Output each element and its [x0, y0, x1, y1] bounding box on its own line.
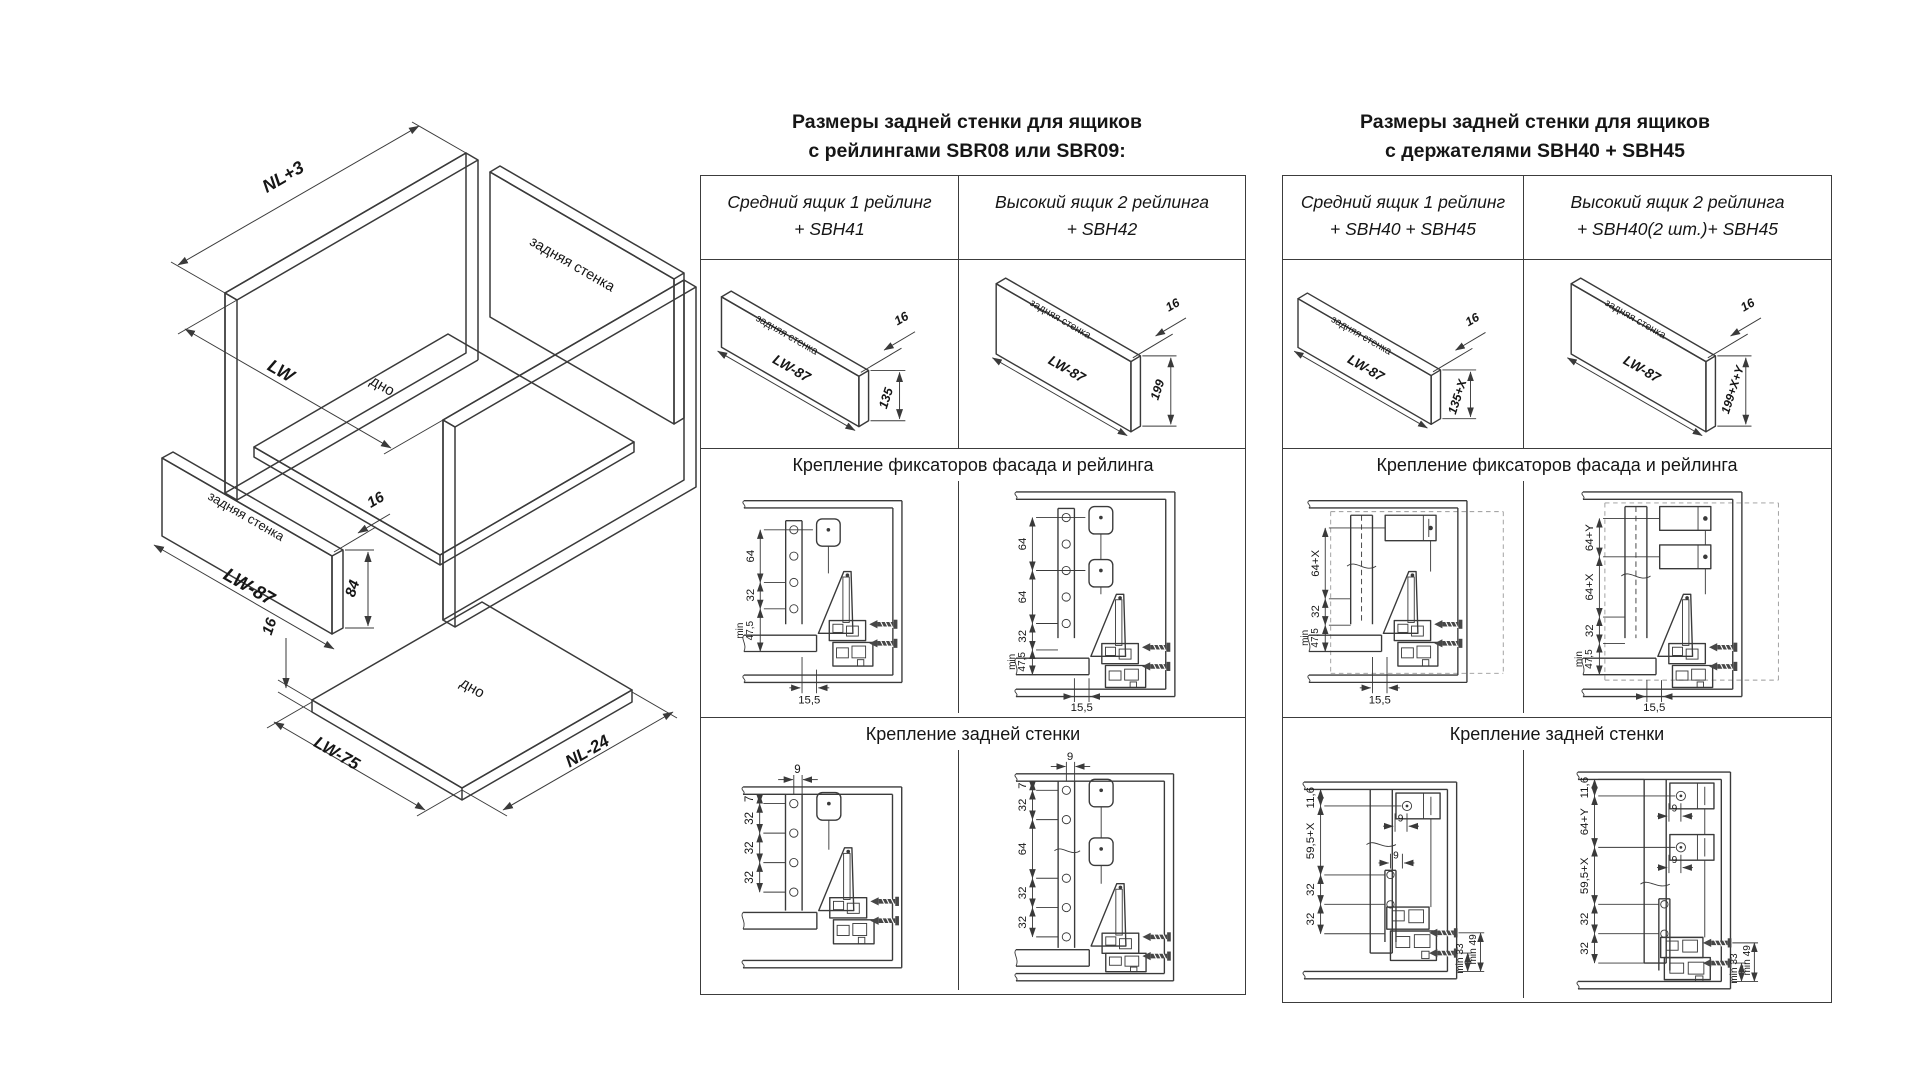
rail-table-title: [688, 108, 1246, 166]
rail-fix-cell-2: [958, 481, 1245, 713]
bottom-panel-iso: [259, 602, 677, 816]
rail-back-title: Крепление задней стенки: [865, 724, 1081, 744]
panel-width-label: LW-87: [219, 564, 278, 611]
slab-thickness-label: 16: [891, 309, 911, 329]
holder-back-cell-2: [1523, 750, 1831, 998]
back-fix-diagram-2: [1005, 750, 1199, 990]
slab-height-label: 199+X+Y: [1718, 364, 1747, 416]
dim-label: 32: [1304, 883, 1317, 897]
back-wall-slab-135: [706, 264, 954, 444]
rail-fix-cell-1: [701, 481, 958, 713]
rail-panel-cell-2: [958, 260, 1245, 448]
back-profile: [1054, 781, 1080, 948]
rail-col2-header: [958, 176, 1245, 259]
dim-label: 9: [1397, 813, 1404, 825]
dim-label: min 49: [1467, 934, 1479, 965]
rail-title-line2: с рейлингами SBR08 или SBR09:: [808, 140, 1126, 162]
rail-col1-header-line1: Средний ящик 1 рейлинг: [727, 192, 932, 212]
cabinet-frame: [742, 787, 902, 968]
dim-label: min 33: [1729, 953, 1741, 984]
dim-label: 7: [743, 795, 756, 803]
dim-label: 64+Y: [1579, 808, 1592, 836]
holder-back-title: Крепление задней стенки: [1449, 724, 1665, 744]
dim-label: 64: [745, 549, 758, 563]
dim-label: 47,5: [745, 620, 757, 641]
dim-label: 32: [743, 841, 756, 855]
panel-height-label: 84: [342, 578, 364, 600]
dim-label: 32: [745, 588, 758, 602]
rail-holder: [817, 793, 841, 850]
back-wall-slab-135x: [1283, 266, 1523, 442]
dim-chain: [1300, 528, 1400, 706]
dim-label: 32: [1309, 605, 1322, 618]
holder-column-headers: [1283, 176, 1831, 260]
bottom-width-label: LW-75: [310, 732, 363, 774]
dim-label: 47,5: [1309, 628, 1321, 648]
back-fix-diagram-1: [732, 763, 928, 977]
dim-label: 64: [1016, 842, 1029, 856]
holder-title-line2: с держателями SBH40 + SBH45: [1385, 140, 1685, 162]
slab-height-label: 135+X: [1445, 377, 1470, 416]
holder-block: [1385, 515, 1436, 571]
back-wall-board: [1641, 779, 1670, 963]
dim-label: min: [1007, 653, 1019, 670]
rail-col1-header: [701, 176, 958, 259]
dim-label: min 33: [1454, 943, 1466, 974]
fixator-mechanism: [818, 848, 873, 944]
holder-title-line1: Размеры задней стенки для ящиков: [1360, 111, 1710, 133]
dim-label: 9: [1066, 751, 1074, 764]
dim-chain: [744, 794, 785, 892]
dim-label: 7: [1016, 782, 1029, 789]
fixator-mechanism: [1386, 907, 1436, 960]
facade-outline: [1604, 503, 1778, 680]
back-profile: [785, 794, 802, 910]
slab-thickness-label: 16: [1462, 310, 1482, 330]
fixator-mechanism: [1657, 594, 1712, 687]
slab-height-label: 199: [1147, 377, 1167, 402]
dim-label: 59,5+X: [1579, 857, 1592, 895]
holder-table-title: [1238, 108, 1832, 166]
fixator-mechanism: [1661, 937, 1711, 981]
rail-holder: [817, 519, 841, 573]
lw-dim-label: LW: [264, 355, 298, 387]
dim-label: 32: [1583, 624, 1596, 638]
holder-fix-cell-1: [1283, 481, 1523, 713]
rail-panel-cell-1: [701, 260, 958, 448]
dim-label: 9: [1671, 803, 1678, 815]
dim-label: 11,6: [1579, 776, 1592, 799]
fix-diagram-sbh40-double: [1572, 481, 1784, 713]
holder-col1-header-line2: + SBH40 + SBH45: [1330, 219, 1476, 239]
bottom-thickness-label: 16: [259, 616, 281, 638]
rail-back-cell-1: [701, 750, 958, 990]
dim-label: 32: [1579, 912, 1592, 926]
dim-label: 32: [1016, 886, 1029, 900]
rail-col2-header-line1: Высокий ящик 2 рейлинга: [995, 192, 1209, 212]
dim-chain: [1017, 781, 1058, 937]
dim-label: 64+Y: [1583, 524, 1596, 552]
fixator-mechanism: [819, 572, 873, 666]
fixator-mechanism: [1383, 572, 1437, 666]
slab-thickness-label: 16: [1738, 295, 1758, 315]
drawer-assembly: [171, 122, 696, 627]
dim-label: 64: [1017, 537, 1030, 551]
back-fix-diagram-sbh40: [1293, 760, 1514, 988]
dim-label: 59,5+X: [1304, 822, 1317, 860]
rail-holder: [1089, 779, 1113, 883]
back-fix-diagram-sbh40-double: [1567, 750, 1787, 998]
assembly-bottom-label: дно: [367, 372, 398, 400]
dim-label: 15,5: [1368, 694, 1391, 706]
bottom-depth-label: NL-24: [562, 731, 613, 772]
holder-back-cell-1: [1283, 750, 1523, 998]
cabinet-frame: [743, 501, 902, 683]
drawer-bottom-board: [1016, 950, 1089, 966]
dim-label: 9: [794, 764, 801, 777]
holder-panel-cell-1: [1283, 260, 1523, 448]
rail-col1-header-line2: + SBH41: [794, 219, 865, 239]
rail-holder: [1089, 507, 1113, 595]
back-wall-slab-199: [981, 261, 1224, 447]
holder-block: [1396, 793, 1440, 907]
rail-fix-title: Крепление фиксаторов фасада и рейлинга: [792, 455, 1154, 475]
top-9-dim: [778, 764, 818, 794]
holder-col1-header-line1: Средний ящик 1 рейлинг: [1300, 192, 1506, 212]
dim-label: 47,5: [1583, 649, 1595, 669]
holder-col2-header: [1523, 176, 1831, 259]
dim-label: 32: [1017, 629, 1030, 643]
dim-label: 32: [743, 870, 756, 884]
bottom-label: дно: [457, 674, 488, 702]
dim-label: 32: [1016, 915, 1029, 929]
slab-width-label: LW-87: [1620, 352, 1663, 386]
depth-dimension: [171, 122, 466, 293]
dim-label: 64: [1017, 590, 1030, 604]
dim-label: 9: [1392, 850, 1399, 862]
holder-fix-cell-2: [1523, 481, 1831, 713]
top-9-dim: [1051, 751, 1090, 781]
dim-label: 32: [1304, 912, 1317, 926]
dim-chain: [735, 530, 829, 706]
cabinet-frame: [1303, 782, 1457, 979]
dim-label: 11,6: [1304, 786, 1317, 809]
slab-height-label: 135: [875, 386, 896, 411]
holder-col1-header: [1283, 176, 1523, 259]
width-dimension: [178, 300, 443, 454]
back-profile: [786, 521, 802, 625]
holder-fix-title: Крепление фиксаторов фасада и рейлинга: [1376, 455, 1738, 475]
dim-label: min: [735, 622, 747, 639]
holder-panel-cell-2: [1523, 260, 1831, 448]
fix-diagram-sbh41: [733, 488, 926, 706]
back-wall-board: [1347, 515, 1376, 624]
dim-label: 32: [1579, 942, 1592, 955]
dim-label: 15,5: [798, 694, 821, 706]
slab-thickness-label: 16: [1162, 295, 1182, 315]
dim-label: 32: [1016, 798, 1029, 812]
assembly-back-wall-label: задняя стенка: [526, 233, 618, 296]
slab-label: задняя стенка: [1027, 297, 1093, 342]
rail-col2-header-line2: + SBH42: [1066, 219, 1138, 239]
slab-label: задняя стенка: [1329, 314, 1394, 358]
dim-label: min 49: [1742, 945, 1754, 976]
back-profile: [1058, 508, 1074, 638]
holder-block: [1659, 507, 1710, 595]
dim-label: 47,5: [1017, 652, 1029, 672]
back-wall-slab-199xy: [1556, 261, 1799, 447]
slab-width-label: LW-87: [1345, 351, 1387, 385]
rail-back-section: [701, 718, 1245, 994]
min-dims: [1729, 943, 1758, 984]
dim-label: 15,5: [1070, 702, 1094, 713]
fixator-mechanism: [1091, 884, 1146, 972]
holder-col2-header-line1: Высокий ящик 2 рейлинга: [1570, 192, 1785, 212]
dim-label: 32: [743, 811, 756, 825]
back-wall-board: [1621, 507, 1650, 639]
holder-back-section: [1283, 718, 1831, 1002]
fix-diagram-sbh42: [1005, 481, 1199, 713]
dim-label: 15,5: [1642, 702, 1665, 713]
drawer-bottom-board: [743, 912, 817, 929]
holder-col2-header-line2: + SBH40(2 шт.)+ SBH45: [1576, 219, 1779, 239]
slab-label: задняя стенка: [1602, 297, 1668, 342]
panel-label: задняя стенка: [205, 488, 288, 544]
dim-label: min: [1573, 651, 1585, 668]
rail-title-line1: Размеры задней стенки для ящиков: [792, 111, 1142, 133]
panel-thickness-label: 16: [364, 488, 388, 512]
slab-width-label: LW-87: [1045, 352, 1088, 386]
rail-table: [700, 108, 1246, 995]
holder-fix-section: [1283, 449, 1831, 718]
dim-chain: [1007, 518, 1102, 713]
nine-dims: [1378, 813, 1418, 868]
holder-table: [1282, 108, 1832, 1003]
nine-dims: [1657, 803, 1693, 873]
min-dims: [1455, 933, 1484, 974]
fixator-mechanism: [1091, 594, 1146, 687]
slab-width-label: LW-87: [769, 350, 814, 386]
slab-label: задняя стенка: [753, 312, 820, 358]
dim-label: 9: [1671, 854, 1678, 866]
nl3-dim-label: NL+3: [258, 157, 308, 197]
isometric-overview: [122, 90, 706, 970]
rail-fix-section: [701, 449, 1245, 718]
fix-diagram-sbh40: [1298, 488, 1509, 706]
rail-back-cell-2: [958, 750, 1245, 990]
dim-label: min: [1299, 629, 1311, 646]
dim-label: 64+X: [1583, 573, 1596, 601]
dim-label: 64+X: [1309, 549, 1322, 577]
cabinet-frame: [1577, 772, 1731, 989]
rail-column-headers: [701, 176, 1245, 260]
